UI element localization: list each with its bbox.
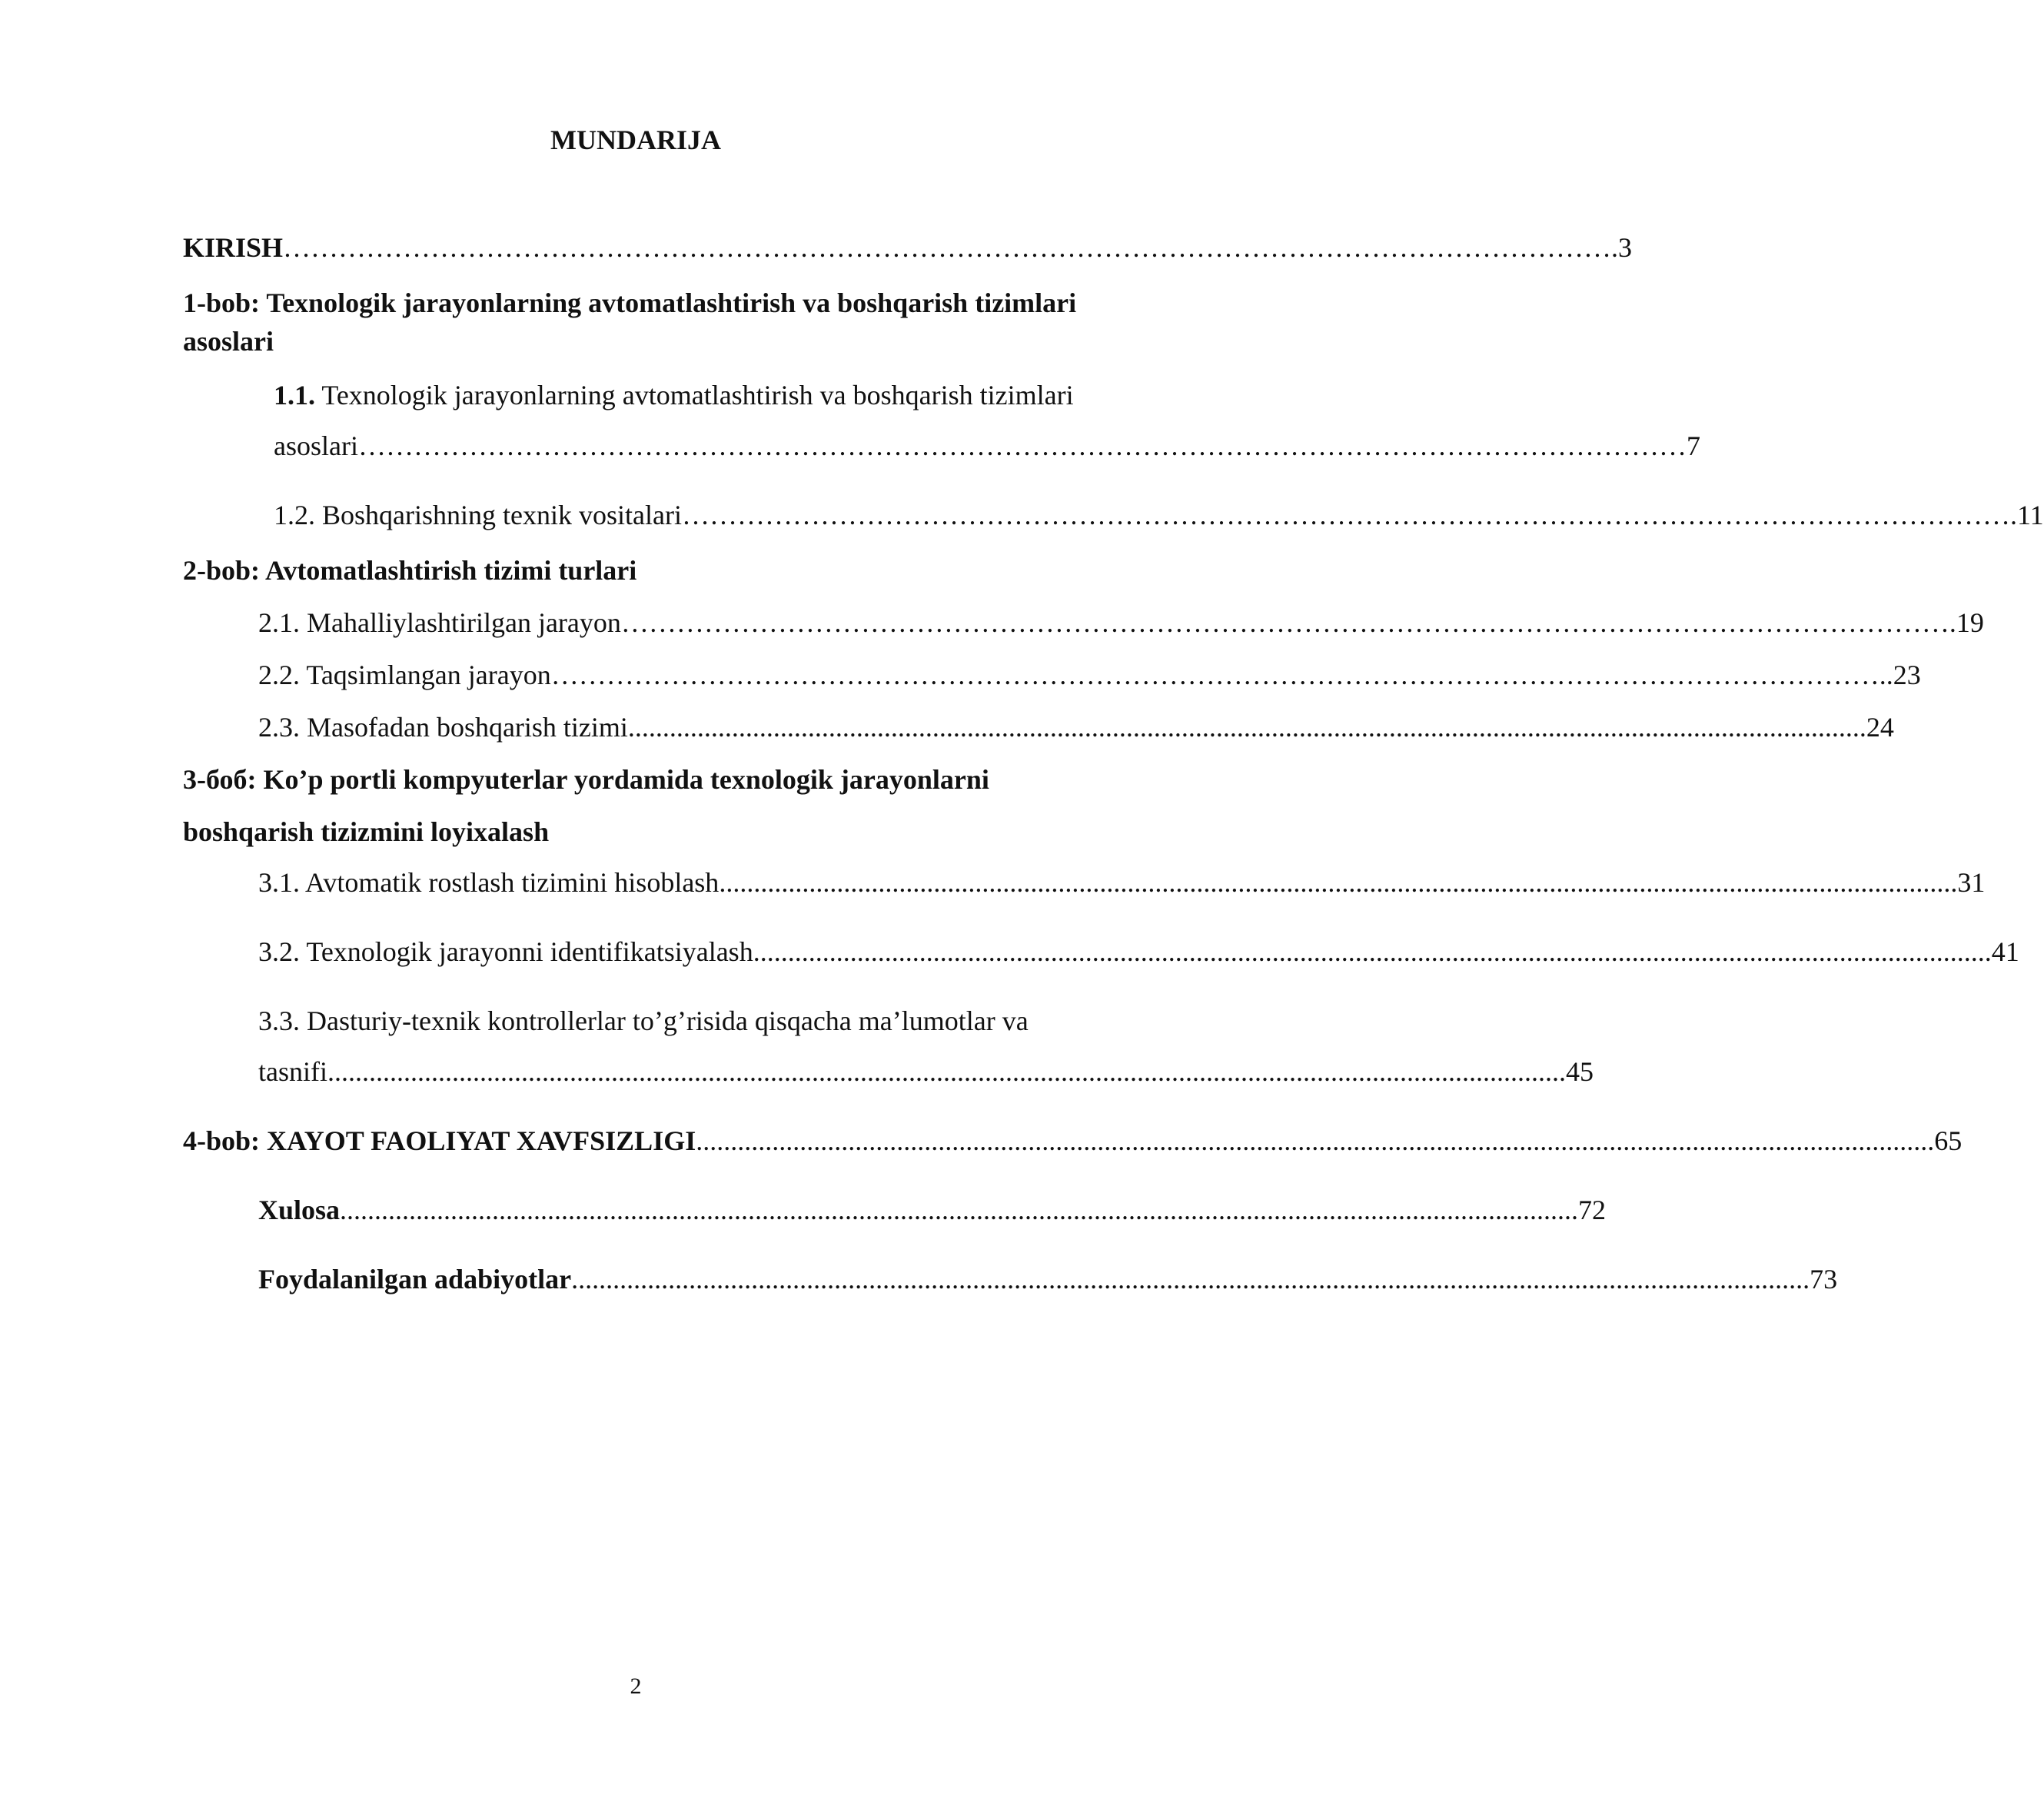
- toc-label: 2.3. Masofadan boshqarish tizimi: [258, 712, 628, 743]
- toc-section-3-1[interactable]: [258, 866, 1986, 899]
- toc-section-1-2[interactable]: [274, 498, 2044, 532]
- toc-page-number: .3: [1611, 232, 1633, 263]
- toc-label: Foydalanilgan adabiyotlar: [258, 1264, 572, 1294]
- toc-page-number: ..23: [1879, 660, 1921, 690]
- dot-leader: ...................................................................................................................................................................................: [696, 1125, 1935, 1156]
- toc-chapter-1-heading[interactable]: 1-bob: Texnologik jarayonlarning avtomatlashtirish va boshqarish tizimlari: [183, 287, 1077, 318]
- dot-leader: ...................................................................................................................................................................................: [571, 1264, 1810, 1294]
- toc-label: 2.2. Taqsimlangan jarayon: [258, 660, 551, 690]
- toc-label: Xulosa: [258, 1195, 341, 1225]
- toc-section-3-2[interactable]: [258, 935, 2019, 969]
- toc-chapter-4[interactable]: [183, 1124, 1963, 1158]
- toc-page-number: 73: [1810, 1264, 1838, 1294]
- toc-entry-adabiyotlar[interactable]: [258, 1262, 1838, 1296]
- toc-chapter-3-heading-cont: boshqarish tizizmini loyixalash: [183, 816, 550, 847]
- toc-page-number: .19: [1949, 607, 1984, 638]
- toc-entry-xulosa[interactable]: [258, 1193, 1607, 1227]
- toc-label: KIRISH: [183, 232, 284, 263]
- toc-label: tasnifi: [258, 1056, 327, 1087]
- toc-page-number: 31: [1957, 867, 1986, 898]
- toc-label: 1.2. Boshqarishning texnik vositalari: [274, 500, 682, 530]
- toc-chapter-2-heading[interactable]: 2-bob: Avtomatlashtirish tizimi turlari: [183, 555, 637, 586]
- toc-section-3-3[interactable]: 3.3. Dasturiy-texnik kontrollerlar to’g’risida qisqacha ma’lumotlar va: [258, 1005, 1029, 1036]
- page-number: 2: [630, 1673, 642, 1699]
- toc-section-2-2[interactable]: [258, 658, 1921, 692]
- dot-leader: ………………………………………………………………………………………………………………………………: [681, 500, 2010, 530]
- toc-page-number: 24: [1866, 712, 1894, 743]
- dot-leader: ………………………………………………………………………………………………………………………………: [283, 232, 1612, 263]
- dot-leader: ...................................................................................................................................................................................: [327, 1056, 1566, 1087]
- toc-label: 4-bob: XAYOT FAOLIYAT XAVFSIZLIGI: [183, 1125, 696, 1156]
- toc-section-1-1[interactable]: [274, 378, 1074, 412]
- dot-leader: ………………………………………………………………………………………………………………………………: [620, 607, 1949, 638]
- toc-label: 3.2. Texnologik jarayonni identifikatsiyalash: [258, 936, 753, 967]
- toc-section-1-1-cont[interactable]: [274, 429, 1700, 463]
- dot-leader: ...................................................................................................................................................................................: [627, 712, 1866, 743]
- dot-leader: ………………………………………………………………………………………………………………………………: [357, 430, 1687, 461]
- toc-section-number: 1.1.: [274, 380, 315, 410]
- toc-label: asoslari: [274, 430, 358, 461]
- toc-chapter-1-heading-cont: asoslari: [183, 326, 274, 357]
- toc-label: 3.1. Avtomatik rostlash tizimini hisoblash: [258, 867, 720, 898]
- toc-section-2-1[interactable]: [258, 606, 1984, 640]
- dot-leader: ...................................................................................................................................................................................: [753, 936, 1992, 967]
- toc-page-number: 7: [1686, 430, 1700, 461]
- dot-leader: ...................................................................................................................................................................................: [719, 867, 1958, 898]
- page-title: MUNDARIJA: [550, 125, 721, 155]
- toc-page-number: 65: [1934, 1125, 1963, 1156]
- toc-section-3-3-cont[interactable]: [258, 1055, 1594, 1088]
- toc-label: 2.1. Mahalliylashtirilgan jarayon: [258, 607, 621, 638]
- toc-chapter-3-heading[interactable]: 3-боб: Ko’p portli kompyuterlar yordamida texnologik jarayonlarni: [183, 764, 989, 795]
- toc-label: Texnologik jarayonlarning avtomatlashtirish va boshqarish tizimlari: [315, 380, 1074, 410]
- toc-page-number: .11: [2009, 500, 2044, 530]
- toc-page-number: 45: [1565, 1056, 1594, 1087]
- toc-page-number: 41: [1991, 936, 2019, 967]
- dot-leader: ………………………………………………………………………………………………………………………………: [550, 660, 1879, 690]
- toc-section-2-3[interactable]: [258, 710, 1894, 744]
- toc-page-number: 72: [1578, 1195, 1607, 1225]
- toc-entry-kirish[interactable]: [183, 231, 1633, 264]
- dot-leader: ...................................................................................................................................................................................: [340, 1195, 1579, 1225]
